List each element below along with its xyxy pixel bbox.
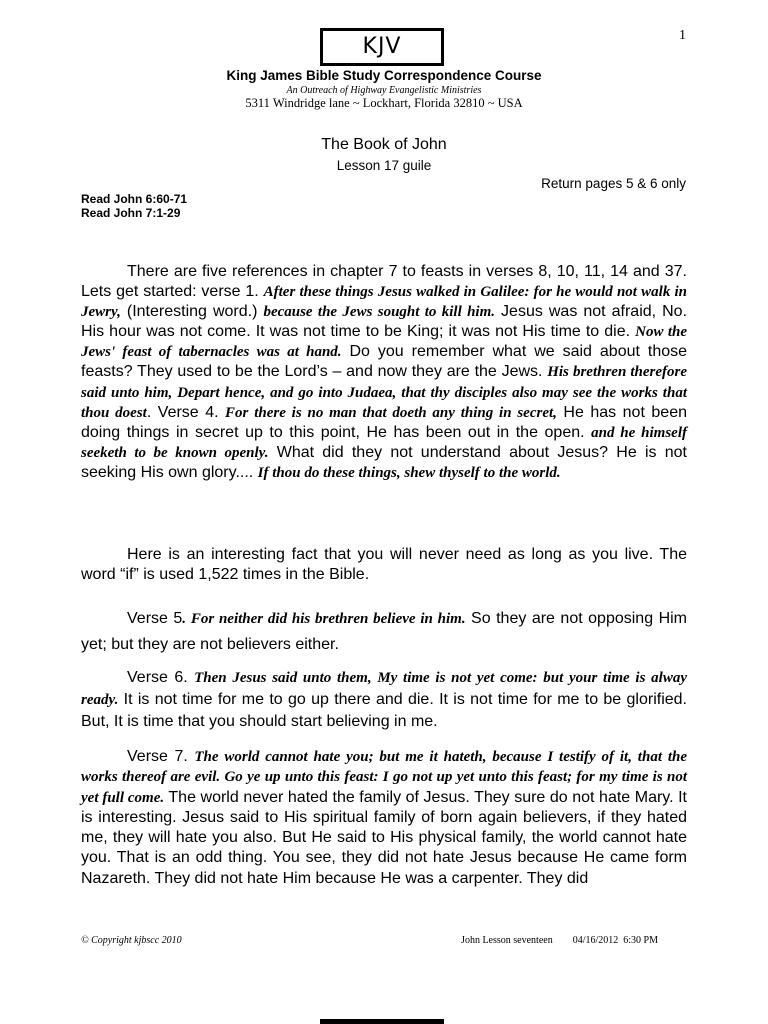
scripture-quote: If thou do these things, shew thyself to the world.	[257, 464, 561, 481]
commentary-text: What did they not understand about Jesus? He is not seeking His own glory....	[81, 443, 687, 481]
scripture-quote: Then Jesus said unto them, My time is not yet come: but your time is alway ready.	[81, 670, 687, 708]
scripture-quote: His brethren therefore said unto him, Depart hence, and go into Judaea, that thy disciples also may see the works that thou doest	[81, 364, 687, 421]
footer-date: 04/16/2012	[572, 935, 619, 946]
footer-time: 6:30 PM	[623, 935, 658, 946]
lesson-title: Lesson 17 guile	[336, 158, 432, 173]
commentary-text: He has not been doing things in secret up to this point, He has been out in the open.	[81, 403, 687, 441]
scripture-quote: For there is no man that doeth any thing in secret,	[225, 404, 557, 421]
scripture-quote: After these things Jesus walked in Galilee: for he would not walk in Jewry,	[81, 284, 687, 321]
body-paragraph	[81, 606, 687, 658]
scripture-quote: because the Jews sought to kill him.	[263, 304, 496, 321]
verse-label: Verse 6.	[127, 669, 195, 686]
scripture-quote: . For neither did his brethren believe in him.	[182, 611, 466, 627]
footer-lesson-name: John Lesson seventeen	[461, 935, 553, 946]
commentary-text: There are five references in chapter 7 to feasts in verses 8, 10, 11, 14 and 37. Lets get started: verse 1.	[81, 263, 687, 301]
body-paragraph	[81, 262, 687, 483]
return-note: Return pages 5 & 6 only	[541, 176, 686, 191]
kjv-logo-box	[320, 28, 444, 66]
commentary-text: (Interesting word.)	[120, 303, 264, 321]
verse-label: Verse 7.	[127, 748, 195, 765]
reading-assignment: Read John 6:60-71	[81, 192, 188, 206]
next-page-header-edge	[320, 1019, 444, 1024]
commentary-text: The world never hated the family of Jesus. They sure do not hate Mary. It is interesting. Jesus said to His spiritual family of born again believers, if they hated me, they will hate you also. But He said to His physical family, the world cannot hate you. That is an odd thing. You see, they did not hate Jesus because He came form Nazareth. They did not hate Him because He was a carpenter. They did	[81, 788, 688, 887]
footer-copyright: © Copyright kjbscc 2010	[81, 935, 182, 946]
reading-assignment: Read John 7:1-29	[81, 206, 181, 220]
commentary-text: Jesus was not afraid, No. His hour was not come. It was not time to be King; it was not His time to die.	[81, 303, 688, 341]
address-line: 5311 Windridge lane ~ Lockhart, Florida 32810 ~ USA	[245, 96, 523, 110]
book-title: The Book of John	[321, 136, 447, 153]
scripture-quote: Now the Jews' feast of tabernacles was at hand.	[81, 324, 687, 361]
page-number: 1	[679, 28, 686, 43]
body-paragraph	[81, 667, 687, 733]
footer-lesson-info	[461, 935, 658, 946]
body-paragraph	[81, 545, 687, 585]
body-paragraph	[81, 747, 687, 889]
course-title: King James Bible Study Correspondence Course	[226, 68, 542, 83]
logo-text: KJV	[362, 34, 402, 59]
commentary-text: Here is an interesting fact that you will never need as long as you live. The word “if” is used 1,522 times in the Bible.	[81, 546, 687, 583]
commentary-text: It is not time for me to go up there and die. It is not time for me to be glorified. But, It is time that you should start believing in me.	[81, 691, 687, 730]
verse-label: Verse 5	[127, 610, 183, 627]
scripture-quote: The world cannot hate you; but me it hateth, because I testify of it, that the works thereof are evil. Go ye up unto this feast: I go not up yet unto this feast; for my time is not yet full come.	[81, 749, 687, 806]
scripture-quote: and he himself seeketh to be known openly.	[81, 424, 687, 461]
outreach-subtitle: An Outreach of Highway Evangelistic Ministries	[286, 85, 482, 96]
commentary-text: So they are not opposing Him yet; but they are not believers either.	[81, 610, 687, 653]
commentary-text: Do you remember what we said about those feasts? They used to be the Lord’s – and now they are the Jews.	[81, 343, 688, 381]
commentary-text: . Verse 4.	[146, 403, 226, 421]
